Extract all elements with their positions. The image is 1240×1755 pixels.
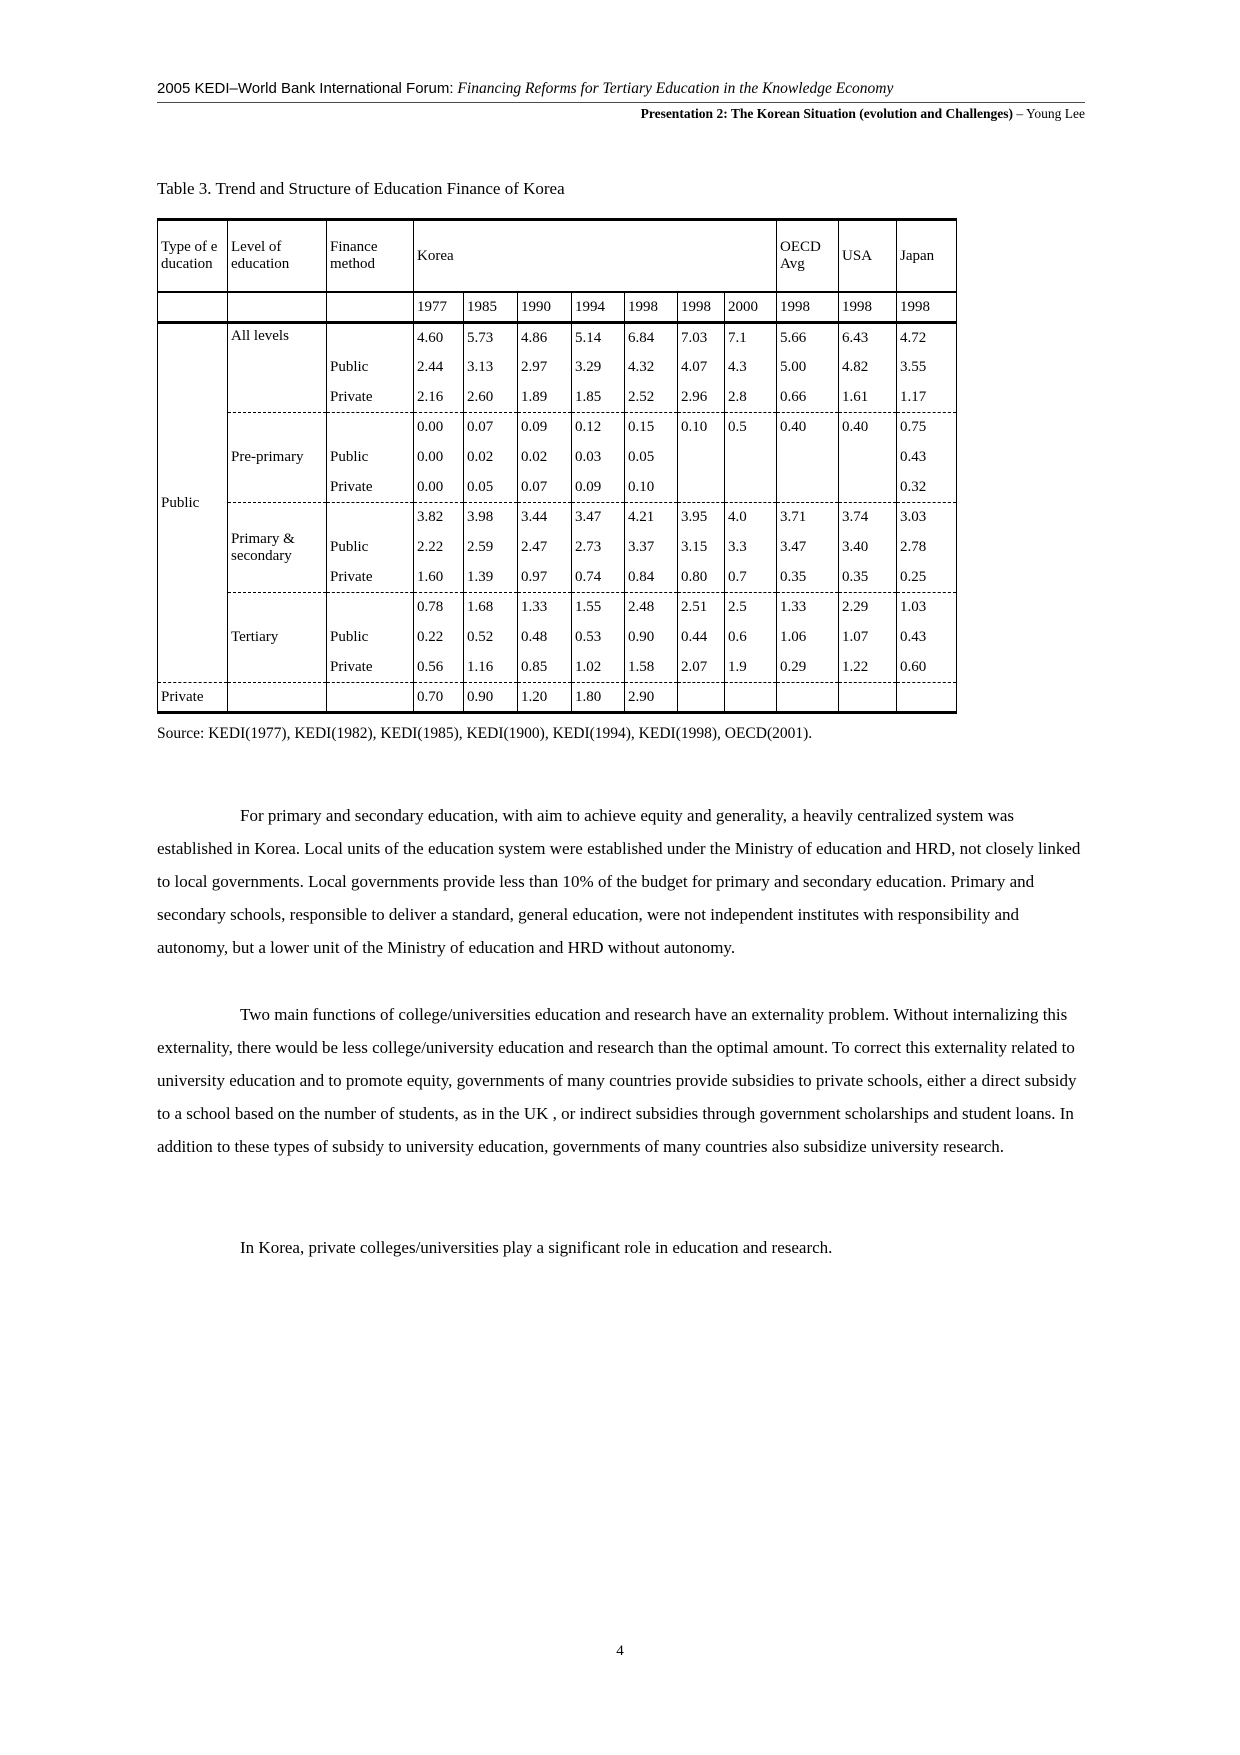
value-cell: 0.05	[464, 473, 518, 503]
finance-method-cell: Public	[327, 353, 414, 383]
value-cell: 0.43	[897, 443, 957, 473]
value-cell: 1.55	[572, 593, 625, 623]
value-cell: 0.6	[725, 623, 777, 653]
value-cell: 0.40	[777, 413, 839, 443]
value-cell: 0.05	[625, 443, 678, 473]
value-cell	[777, 443, 839, 473]
year-row-empty-cell	[228, 292, 327, 323]
value-cell: 0.00	[414, 443, 464, 473]
value-cell: 0.80	[678, 563, 725, 593]
col-header-type: Type of education	[158, 220, 228, 293]
value-cell: 5.14	[572, 323, 625, 353]
value-cell: 1.39	[464, 563, 518, 593]
value-cell: 0.32	[897, 473, 957, 503]
value-cell: 0.22	[414, 623, 464, 653]
value-cell: 0.52	[464, 623, 518, 653]
value-cell: 2.73	[572, 533, 625, 563]
finance-method-cell: Private	[327, 653, 414, 683]
year-cell: 1998	[777, 292, 839, 323]
value-cell: 3.98	[464, 503, 518, 533]
value-cell: 0.02	[464, 443, 518, 473]
value-cell: 2.44	[414, 353, 464, 383]
value-cell: 7.03	[678, 323, 725, 353]
value-cell: 5.66	[777, 323, 839, 353]
value-cell: 0.74	[572, 563, 625, 593]
value-cell: 3.13	[464, 353, 518, 383]
value-cell: 4.60	[414, 323, 464, 353]
value-cell: 4.82	[839, 353, 897, 383]
year-cell: 2000	[725, 292, 777, 323]
value-cell: 0.10	[625, 473, 678, 503]
value-cell: 1.06	[777, 623, 839, 653]
value-cell: 0.90	[625, 623, 678, 653]
education-finance-table	[157, 218, 957, 714]
value-cell	[678, 683, 725, 713]
year-cell: 1990	[518, 292, 572, 323]
value-cell: 1.85	[572, 383, 625, 413]
paragraph-primary-secondary: For primary and secondary education, with aim to achieve equity and generality, a heavily centralized system was established in Korea. Local units of the education system were established under the Ministry of education and HRD, not closely linked to local governments. Local governments provide less than 10% of the budget for primary and secondary education. Primary and secondary schools, responsible to deliver a standard, general education, were not independent institutes with responsibility and autonomy, but a lower unit of the Ministry of education and HRD without autonomy.	[157, 806, 1081, 957]
col-header-oecd: OECD Avg	[777, 220, 839, 293]
year-row-empty-cell	[327, 292, 414, 323]
level-of-education-cell: All levels	[228, 323, 327, 413]
value-cell: 3.37	[625, 533, 678, 563]
value-cell: 0.40	[839, 413, 897, 443]
value-cell	[678, 443, 725, 473]
value-cell: 0.66	[777, 383, 839, 413]
value-cell: 0.97	[518, 563, 572, 593]
finance-method-cell	[327, 413, 414, 443]
table-source-note: Source: KEDI(1977), KEDI(1982), KEDI(1985), KEDI(1900), KEDI(1994), KEDI(1998), OECD(2001).	[157, 725, 813, 742]
year-row-empty-cell	[158, 292, 228, 323]
table-title: Table 3. Trend and Structure of Education Finance of Korea	[157, 179, 565, 198]
level-of-education-cell: Tertiary	[228, 593, 327, 683]
finance-method-cell: Public	[327, 443, 414, 473]
value-cell: 2.5	[725, 593, 777, 623]
value-cell: 0.75	[897, 413, 957, 443]
forum-title: 2005 KEDI–World Bank International Forum:	[157, 80, 454, 97]
value-cell: 1.68	[464, 593, 518, 623]
forum-subtitle: Financing Reforms for Tertiary Education in the Knowledge Economy	[453, 80, 894, 97]
value-cell	[777, 473, 839, 503]
value-cell: 3.74	[839, 503, 897, 533]
value-cell: 0.48	[518, 623, 572, 653]
finance-method-cell: Private	[327, 473, 414, 503]
value-cell: 3.82	[414, 503, 464, 533]
value-cell: 2.97	[518, 353, 572, 383]
value-cell: 4.07	[678, 353, 725, 383]
value-cell: 2.16	[414, 383, 464, 413]
value-cell: 0.5	[725, 413, 777, 443]
value-cell: 0.56	[414, 653, 464, 683]
value-cell: 0.15	[625, 413, 678, 443]
value-cell: 2.96	[678, 383, 725, 413]
value-cell: 0.44	[678, 623, 725, 653]
year-cell: 1998	[839, 292, 897, 323]
value-cell: 0.02	[518, 443, 572, 473]
finance-method-cell	[327, 323, 414, 353]
value-cell: 1.89	[518, 383, 572, 413]
type-of-education-cell: Private	[158, 683, 228, 713]
value-cell: 3.55	[897, 353, 957, 383]
finance-method-cell: Public	[327, 533, 414, 563]
value-cell	[897, 683, 957, 713]
value-cell: 3.29	[572, 353, 625, 383]
value-cell: 1.33	[518, 593, 572, 623]
value-cell: 2.78	[897, 533, 957, 563]
value-cell: 0.53	[572, 623, 625, 653]
header-line-2	[157, 106, 1085, 122]
finance-method-cell	[327, 683, 414, 713]
value-cell: 3.47	[572, 503, 625, 533]
finance-method-cell: Public	[327, 623, 414, 653]
value-cell: 2.8	[725, 383, 777, 413]
value-cell: 4.21	[625, 503, 678, 533]
value-cell: 5.73	[464, 323, 518, 353]
value-cell: 3.95	[678, 503, 725, 533]
table-row	[158, 503, 957, 533]
value-cell: 1.58	[625, 653, 678, 683]
table-row	[158, 683, 957, 713]
value-cell: 2.90	[625, 683, 678, 713]
finance-method-cell: Private	[327, 383, 414, 413]
value-cell	[725, 683, 777, 713]
value-cell: 1.9	[725, 653, 777, 683]
finance-method-cell: Private	[327, 563, 414, 593]
col-header-japan: Japan	[897, 220, 957, 293]
presentation-author: – Young Lee	[1012, 106, 1085, 121]
value-cell: 1.80	[572, 683, 625, 713]
value-cell: 0.25	[897, 563, 957, 593]
year-cell: 1985	[464, 292, 518, 323]
value-cell: 5.00	[777, 353, 839, 383]
value-cell: 0.07	[518, 473, 572, 503]
value-cell: 4.86	[518, 323, 572, 353]
value-cell: 1.03	[897, 593, 957, 623]
value-cell: 0.78	[414, 593, 464, 623]
value-cell: 3.44	[518, 503, 572, 533]
value-cell: 0.29	[777, 653, 839, 683]
value-cell: 2.51	[678, 593, 725, 623]
value-cell: 3.03	[897, 503, 957, 533]
col-header-korea: Korea	[414, 220, 777, 293]
value-cell: 1.60	[414, 563, 464, 593]
table-row	[158, 413, 957, 443]
value-cell: 3.71	[777, 503, 839, 533]
table-row	[158, 593, 957, 623]
value-cell: 7.1	[725, 323, 777, 353]
value-cell: 0.09	[518, 413, 572, 443]
value-cell: 2.52	[625, 383, 678, 413]
value-cell: 2.22	[414, 533, 464, 563]
table-header-row	[158, 220, 957, 293]
table-body	[158, 323, 957, 713]
level-of-education-cell: Primary & secondary	[228, 503, 327, 593]
value-cell: 0.10	[678, 413, 725, 443]
year-cell: 1977	[414, 292, 464, 323]
value-cell: 0.70	[414, 683, 464, 713]
value-cell: 3.47	[777, 533, 839, 563]
value-cell: 2.59	[464, 533, 518, 563]
value-cell: 6.43	[839, 323, 897, 353]
value-cell	[839, 683, 897, 713]
year-cell: 1994	[572, 292, 625, 323]
value-cell: 2.47	[518, 533, 572, 563]
value-cell: 3.3	[725, 533, 777, 563]
value-cell: 0.90	[464, 683, 518, 713]
value-cell	[725, 443, 777, 473]
value-cell: 0.85	[518, 653, 572, 683]
value-cell: 0.09	[572, 473, 625, 503]
value-cell: 2.07	[678, 653, 725, 683]
value-cell: 1.16	[464, 653, 518, 683]
page-header	[157, 80, 1085, 122]
value-cell: 2.29	[839, 593, 897, 623]
value-cell: 4.72	[897, 323, 957, 353]
year-cell: 1998	[897, 292, 957, 323]
value-cell: 1.07	[839, 623, 897, 653]
value-cell: 2.48	[625, 593, 678, 623]
presentation-title: Presentation 2: The Korean Situation (evolution and Challenges)	[640, 106, 1013, 121]
value-cell: 4.0	[725, 503, 777, 533]
value-cell: 0.43	[897, 623, 957, 653]
value-cell	[678, 473, 725, 503]
value-cell: 0.03	[572, 443, 625, 473]
col-header-usa: USA	[839, 220, 897, 293]
header-line-1	[157, 80, 1085, 98]
value-cell: 1.61	[839, 383, 897, 413]
type-of-education-cell: Public	[158, 323, 228, 683]
col-header-level: Level of education	[228, 220, 327, 293]
col-header-finance: Finance method	[327, 220, 414, 293]
value-cell: 0.60	[897, 653, 957, 683]
value-cell: 0.7	[725, 563, 777, 593]
table-row	[158, 323, 957, 353]
value-cell: 6.84	[625, 323, 678, 353]
value-cell: 0.84	[625, 563, 678, 593]
value-cell: 4.32	[625, 353, 678, 383]
value-cell: 0.35	[777, 563, 839, 593]
table-year-row	[158, 292, 957, 323]
value-cell: 3.15	[678, 533, 725, 563]
value-cell	[725, 473, 777, 503]
level-of-education-cell	[228, 683, 327, 713]
value-cell: 1.33	[777, 593, 839, 623]
value-cell: 1.02	[572, 653, 625, 683]
value-cell: 1.20	[518, 683, 572, 713]
value-cell: 0.35	[839, 563, 897, 593]
finance-method-cell	[327, 503, 414, 533]
value-cell: 1.22	[839, 653, 897, 683]
year-cell: 1998	[678, 292, 725, 323]
finance-method-cell	[327, 593, 414, 623]
page-number: 4	[616, 1643, 624, 1659]
paragraph-korea-private: In Korea, private colleges/universities play a significant role in education and research.	[240, 1238, 833, 1257]
value-cell	[777, 683, 839, 713]
year-cell: 1998	[625, 292, 678, 323]
value-cell: 0.00	[414, 473, 464, 503]
value-cell: 0.12	[572, 413, 625, 443]
value-cell: 0.00	[414, 413, 464, 443]
value-cell: 1.17	[897, 383, 957, 413]
value-cell	[839, 443, 897, 473]
value-cell: 3.40	[839, 533, 897, 563]
paragraph-externality: Two main functions of college/universities education and research have an externality problem. Without internalizing this externality, there would be less college/university education and research than the optimal amount. To correct this externality related to university education and to promote equity, governments of many countries provide subsidies to private schools, either a direct subsidy to a school based on the number of students, as in the UK , or indirect subsidies through government scholarships and student loans. In addition to these types of subsidy to university education, governments of many countries also subsidize university research.	[157, 1005, 1077, 1156]
value-cell: 4.3	[725, 353, 777, 383]
value-cell	[839, 473, 897, 503]
level-of-education-cell: Pre-primary	[228, 413, 327, 503]
value-cell: 0.07	[464, 413, 518, 443]
header-rule	[157, 102, 1085, 103]
value-cell: 2.60	[464, 383, 518, 413]
